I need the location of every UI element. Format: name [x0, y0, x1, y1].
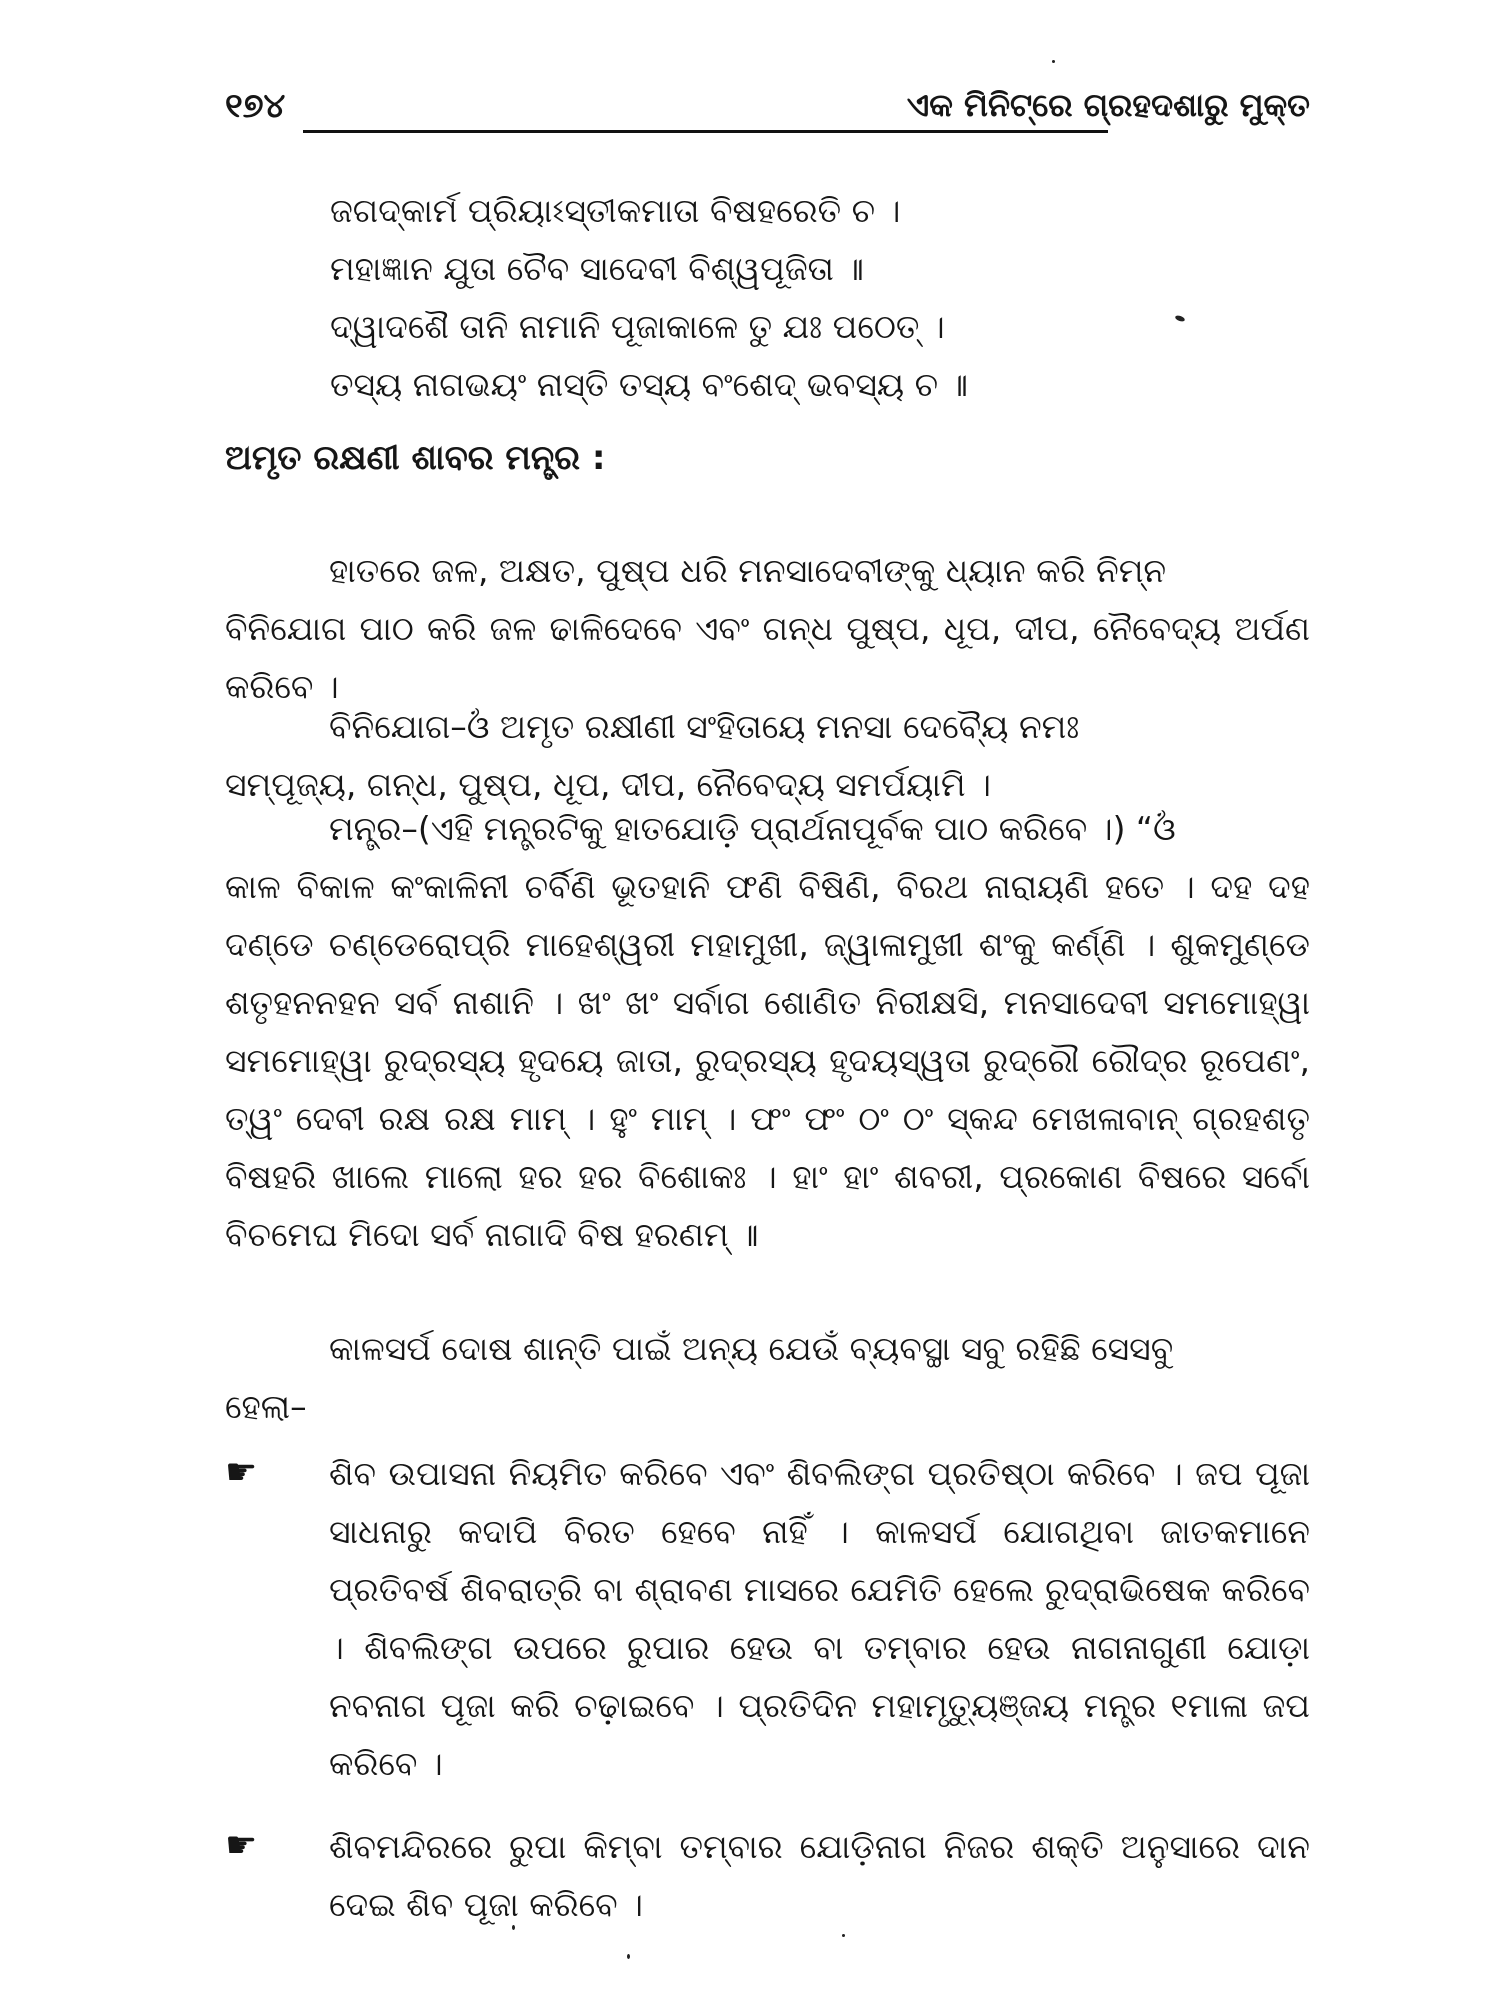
- paragraph-first-line: ମନ୍ତ୍ର–(ଏହି ମନ୍ତ୍ରଟିକୁ ହାତଯୋଡ଼ି ପ୍ରାର୍ଥନାପୂର୍ବକ ପାଠ କରିବେ ।) “ଓଁ: [329, 809, 1176, 848]
- paragraph-text: ହେଲା–: [225, 1387, 307, 1426]
- verse-line: ମହାଜ୍ଞାନ ଯୁତା ଚୈବ ସାଦେବୀ ବିଶ୍ୱପୂଜିତା ॥: [330, 249, 864, 288]
- section-heading: ଅମୃତ ରକ୍ଷଣୀ ଶାବର ମନ୍ତ୍ର :: [225, 438, 606, 478]
- paragraph-text: ସମ୍ପୂଜ୍ୟ, ଗନ୍ଧ, ପୁଷ୍ପ, ଧୂପ, ଦୀପ, ନୈବେଦ୍ୟ ସମର୍ପୟାମି ।: [225, 765, 991, 804]
- verse-line: ତସ୍ୟ ନାଗଭୟଂ ନାସ୍ତି ତସ୍ୟ ବଂଶେଦ୍ ଭବସ୍ୟ ଚ ॥: [330, 365, 969, 404]
- paragraph-remedies-intro: [225, 1320, 1310, 1436]
- page-header: [225, 78, 1310, 138]
- print-speck: [627, 1954, 630, 1959]
- print-speck: [512, 1925, 515, 1930]
- print-speck: [842, 1934, 845, 1937]
- verse-line: ଦ୍ୱାଦଶୈ ତାନି ନାମାନି ପୂଜାକାଳେ ତୁ ଯଃ ପଠେତ୍ ।: [330, 307, 945, 346]
- header-rule: [303, 130, 1108, 133]
- page-number: ୧୭୪: [225, 86, 286, 126]
- paragraph-text: ବିନିଯୋଗ ପାଠ କରି ଜଳ ଢାଳିଦେବେ ଏବଂ ଗନ୍ଧ ପୁଷ୍ପ, ଧୂପ, ଦୀପ, ନୈବେଦ୍ୟ ଅର୍ପଣ କରିବେ ।: [225, 609, 1310, 706]
- sanskrit-verse: [330, 182, 1210, 414]
- paragraph-instructions: [225, 542, 1310, 716]
- verse-line: ଜଗଦ୍‌କାର୍ମ ପ୍ରିୟାଽସ୍ତୀକମାତା ବିଷହରେତି ଚ ।: [330, 191, 901, 230]
- paragraph-mantra: [225, 800, 1310, 1264]
- bullet-text: ଶିବମନ୍ଦିରରେ ରୁପା କିମ୍ବା ତମ୍ବାର ଯୋଡ଼ିନାଗ ନିଜର ଶକ୍ତି ଅନୁସାରେ ଦାନ ଦେଇ ଶିବ ପୂଜା କରିବେ ।: [329, 1827, 1310, 1924]
- paragraph-first-line: ବିନିଯୋଗ–ଓଁ ଅମୃତ ରକ୍ଷୀଣୀ ସଂହିତାୟେ ମନସା ଦେବ୍ୟୈ ନମଃ: [329, 707, 1080, 746]
- print-speck: [1052, 60, 1055, 63]
- pointing-hand-icon: ☛: [225, 1825, 258, 1866]
- paragraph-viniyoga: [225, 698, 1310, 814]
- paragraph-text: କାଳ ବିକାଳ କଂକାଳିନୀ ଚର୍ବିଣି ଭୂତହାନି ଫଣି ବିଷିଣି, ବିରଥ ନାରାୟଣି ହତେ । ଦହ ଦହ ଦଣ୍ଡେ ଚଣ୍ଡେରୋପ୍ରି ମାହେଶ୍ୱରୀ ମହାମୁଖୀ, ଜ୍ୱାଳାମୁଖୀ ଶଂକୁ କର୍ଣ୍ଣି । ଶୁକମୁଣ୍ଡେ ଶତୃହନନହନ ସର୍ବ ନାଶାନି । ଖଂ ଖଂ ସର୍ବାଗ ଶୋଣିତ ନିରୀକ୍ଷସି, ମନସାଦେବୀ ସମମୋହ୍ୱା ସମମୋହ୍ୱା ରୁଦ୍ରସ୍ୟ ହୃଦୟେ ଜାତା, ରୁଦ୍ରସ୍ୟ ହୃଦୟସ୍ୱତା ରୁଦ୍ରୌ ରୌଦ୍ର ରୂପେଣଂ, ତ୍ୱଂ ଦେବୀ ରକ୍ଷ ରକ୍ଷ ମାମ୍ । ହୁଂ ମାମ୍ । ଫଂ ଫଂ ଠଂ ଠଂ ସ୍କନ୍ଦ ମେଖଳାବାନ୍ ଗ୍ରହଶତୃ ବିଷହରି ଖାଲେ ମାଲୋ ହର ହର ବିଶୋକଃ । ହାଂ ହାଂ ଶବରୀ, ପ୍ରକୋଣ ବିଷରେ ସର୍ବୋ ବିଚମେଘ ମିଦୋ ସର୍ବ ନାଗାଦି ବିଷ ହରଣମ୍ ॥: [225, 867, 1310, 1254]
- paragraph-first-line: ହାତରେ ଜଳ, ଅକ୍ଷତ, ପୁଷ୍ପ ଧରି ମନସାଦେବୀଙ୍କୁ ଧ୍ୟାନ କରି ନିମ୍ନ: [329, 551, 1167, 590]
- pointing-hand-icon: ☛: [225, 1452, 258, 1493]
- paragraph-first-line: କାଳସର୍ପ ଦୋଷ ଶାନ୍ତି ପାଇଁ ଅନ୍ୟ ଯେଉଁ ବ୍ୟବସ୍ଥା ସବୁ ରହିଛି ସେସବୁ: [329, 1329, 1174, 1368]
- bullet-text: ଶିବ ଉପାସନା ନିୟମିତ କରିବେ ଏବଂ ଶିବଲିଙ୍ଗ ପ୍ରତିଷ୍ଠା କରିବେ । ଜପ ପୂଜା ସାଧନାରୁ କଦାପି ବିରତ ହେବେ ନାହିଁ । କାଳସର୍ପ ଯୋଗଥିବା ଜାତକମାନେ ପ୍ରତିବର୍ଷ ଶିବରାତ୍ରି ବା ଶ୍ରାବଣ ମାସରେ ଯେମିତି ହେଲେ ରୁଦ୍ରାଭିଷେକ କରିବେ । ଶିବଲିଙ୍ଗ ଉପରେ ରୁପାର ହେଉ ବା ତମ୍ବାର ହେଉ ନାଗନାଗୁଣୀ ଯୋଡ଼ା ନବନାଗ ପୂଜା କରି ଚଢ଼ାଇବେ । ପ୍ରତିଦିନ ମହାମୃତ୍ୟୁଞ୍ଜୟ ମନ୍ତ୍ର ୧ମାଳା ଜପ କରିବେ ।: [329, 1454, 1310, 1783]
- running-title: ଏକ ମିନିଟ୍‌ରେ ଗ୍ରହଦଶାରୁ ମୁକ୍ତ: [906, 86, 1310, 124]
